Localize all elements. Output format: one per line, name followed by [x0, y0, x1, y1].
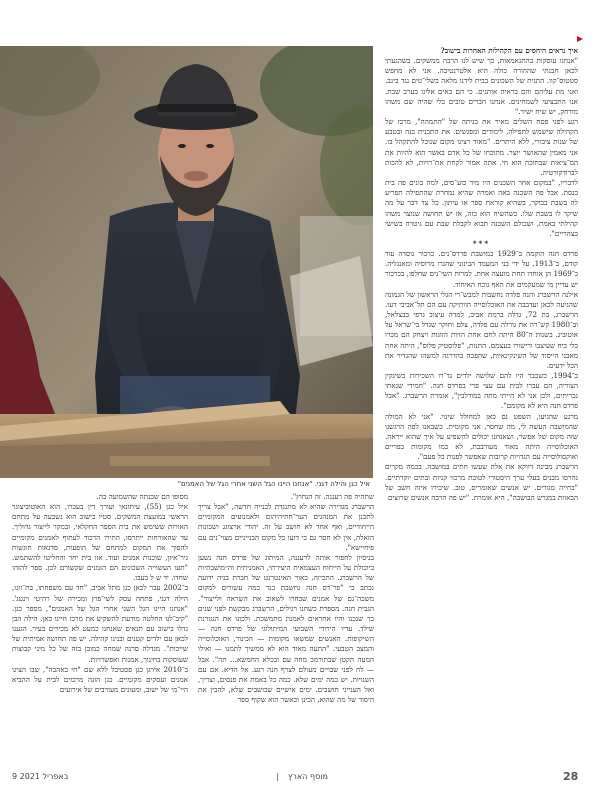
article-paragraph: מרגע שהגיעו, השפט נס כאן למחולל שינוי. "אני לא המולה שהמושבה העשה לי, מה שחסר, אני מקומית. כשבאנו לפה הרגשנו שזה מקום של אפשר, ושאנחנו יכולים להשפיע על איך שהוא ייראה. האוכלוסייה היתה מאוד מעורבבת, לא כמו מקומות בפריים ואוקסולוסייה עם הגדויות קרובות שאפשר לפנות כל פעם".: [385, 411, 578, 462]
page-number: 28: [563, 770, 579, 783]
article-paragraph: הרשברג מגדירה שהיא לא מתנגדת לבנייה חדשה, "אבל צריך לתכנן את המנהגים הער־חתיהיהום ולאמנועים המקומיים הייחודיים, ואף אחד לא חושב על זה. יהודי ארצוגג ושכונות הזאלה, אין לא חסר גם כי דועו כל מקום הבנייניים מצוי־נים עם פיחיישא".: [198, 502, 374, 552]
article-paragraph: ב־2002 עבר לכאן כגן מתל אביב, "חד עם משפחתו, בת־זוגו, הילה דגני, פתחה עסק לשי־פוץ ומכירה של רהיטי וינטג'. "אנחנו היינו הגל השני אחרי הגל של האמנים", מספר כגן. "קיב־לנו החלטה מודעת להשקיע את מרכז חיינו כאן. הילה הבן גדלו בישוב עם תנאים שאנחנו כמעט לא מכירים בעיר. הגענו לכאן עם ילדים קטנים ובנינו קהילה. יש פה תחושה אמיתית של שייכות". מגדלה סרנה שמחה כמובן בזה של כל מיני קבוצות שעוסקות בחינוך, אמנות ואפשרויות.: [12, 583, 188, 664]
article-paragraph: פרדס חנה הוקמה ב־1929 כמושבת פרדס־נים. כרכור נוסדה עוד קודם, ב־1913, על ידי בני המעמד הבינוני שהגרו מרוסיה ומאנגליה. ב־1969 הן אוחדו תחת מועצה אחת. למרות השי־נים שחלפו, בכרכור יש עדיין מי שמעקמים את האף נוכח האיחוד.: [385, 249, 578, 289]
section-marker-icon: [577, 36, 583, 42]
portrait-photo-illustration: [0, 46, 373, 478]
article-column-left: [12, 492, 188, 764]
article-photo: [0, 46, 373, 478]
page-footer: [0, 770, 606, 790]
article-paragraph: אילנה הרשברג והנה פלדה נחשבות למבש־רי הגלי הראשון של הגמונה שהגיעה לכאן ועדבבה את האוכלוסייה הוותיקה עם הם תל־אביבי דעו. הרשברג, בת 72, גדלה ברמת אביב, למדה עיצוב גרפי בבצלאל, וב־1980 קש־רה את גורלה עם פלדה, צלם וחוקר שגדל בי־שראל על אוטוביג. בשנות ה־80 היתה לחם אחת הזיות הזוגות ויצחק הם מכרו בלי כיח שעיצבו ורישורו בעצמם. התנות, "פלוסטיק פלוס", היתה אחת מאבני הייסוד של השינקינאיות, שהפכה בהדרגה למשהו שהגדיר את הכל ידעים.: [385, 289, 578, 370]
photo-caption: איל כגן והילה דגני. "אנחנו היינו הגל השני אחרי הגל של האמנים": [177, 480, 370, 488]
article-column-middle: [198, 492, 374, 764]
footer-separator: |: [276, 772, 279, 781]
article-subhead: איך נראים היחסים עם הקהילות האחרות בישוב?: [440, 46, 578, 55]
section-divider-stars: ***: [472, 238, 491, 248]
issue-date: 9 באפריל 2021: [12, 772, 69, 781]
article-paragraph: לדבריו, "במקום אחר השכנים היו מיד כוע־סים, למה בונים פה בית כנסת. אבל פה השכנה באה ואמרה שהיא נמחרת שהתפילה תפריע לה בשבת בבוקר, בשהיא קוראת ספר או עיתון. כל צד דבר על מה שיקר לו בשבת שלו. כשהשיח הוא כזה, אז יש תחושה שנוצר משהו קהילתי באמת, ושכולם השכנה תבוא לקבלת שבת עם גיטרה בשישי בצהריים".: [385, 178, 578, 238]
supplement-name: מוסף הארץ: [288, 772, 328, 781]
article-paragraph: הרשברג מבינה דווקא את אלה שעשו חתים במושבה. בכמה מקרים נהרסו מבנים בעלי ערך היסטורי לטובת מרכזי קניות ובתים יוקרתיים. "בחייה מגורים. יש אנשים שאומרים, טוב. שיכירו איזה חשב של הבאוות במגרש הבושבה", היא אומרת. "יש פה הרבה אנשים שרוצים: [385, 462, 578, 502]
article-paragraph: שתהיה פה רעננה. זה הנחוץ".: [290, 492, 374, 501]
article-paragraph: ב־1994, כשכבר היו להם שלושה ילדים גד־רו השכירות בשינקין הצוריה, הם עברו לבית עם עצי פרי בפרדס חנה. "חמידי שגאתי נכריתים, ולכן אני לא הייתי מתה במודלבין", אומרת הרשברג. "אבל פרדס חנה היא לא מקומם".: [385, 371, 578, 411]
article-paragraph: רגע לפני פסח השלים מאיר את בניתה של "התמהה", מרכז של הקהילה שישמש לתפילה, לימודים ומפגשים. את התכנית בנה ובטבע של שנות ציבורי, ללא היתרים. "מאוד רצינו מקום שנוכל להתקהל בו. אני מאמין שהאושר יוצר. מתוכחו של כל אדם באשר הוא להיות את המ־ציאות שבתוכה הוא חי. אתה אמור לקחת את־רויות, לא להכות לברודקורטיה.: [385, 117, 578, 177]
article-paragraph: ב־2010 אירגן כגן פסטיבל ללא שם "חי באהבה", שבו הציגו אמנים ועסקים מקומיים. כגן הוגה מרכזים לבית על ההביא היי־מי של ישוב, ומעונים מעורבים של אירועים: [12, 664, 188, 694]
article-paragraph: "אנחנו עוסקות בהתנאמאות, כך שיש לנו הרבה ממשקים. בשהגעתי לכאן חבנתי שההורה כולה היא אלטרנטיבה. אני לא מחפש סטטוס־קוו. התנית של השכונים בבית לידנו מלאה בשלי־טים נגד בינב. ואני מת עליהם והם בראיה אותנים. כי הם באים אלינו בערב שבת. אנו התבציעי לשמחינים. אנחנו חברים טובים בלי שהיה שם משהו מודחק, יש שיח ישיר.": [385, 56, 578, 116]
article-column-right: [385, 46, 578, 762]
article-paragraph: איל כגן (55), עיתונאי ועורך דין בעברו, הוא האוטוביצוגר הראשי במועצת המשקים. סטיו בישוב הוא נשבעה על מתחם האורות ששימש את בית הספר החקלאי, ובמקר לייצור גדוליך. עד שהאורחות ייתרסו, התירו הרכוד לעתוף לאמנים מקומיים להפוך את המקום למתחם של הופעות, סדנאות חוגשות גיר־איזן, שוכנות אמנים ועוד. אזו בית יחד והחליטו להשתמש. "תעו העשוייה השכונים הם הזמנים שקשורם לכן. ספר להזהו שחדו. יד ש ל בעבו.: [12, 502, 188, 583]
article-paragraph: בניסיון לחפור אותה לרעננה, המיתוג של פרדס חנה נשען ביוכולת על הייחוח העצמאית היצירתי, האמניתית וה״מושבתיות של הרשברג. התכיזה. כאור האינטרנט של חברת בניה ידועה נכתב כי "פר־דס חנה נחשבת כנר כמה עשורים למקום משכה־נם של אמנים שבחרו לשאוב את השראה ולייצור". הגבית חנה. מספרת כשחנו רגילים, הרשברג מבקשת לפני שנים כך שנכנו והיו אחראים לאמנת מתמשכת. ולכונו את הנגורנת שילד. עדיו הירודי השבועי המיתולוגי של פרדס חנה — השיקופות. האנשים שמשאו מקומות — הכינור, האוכלוסייה והמצב הטבעי. "התעה מאוד הוא לא ממשיך לתמנו — ואילו המעה הקטן שבתורמב מחה עם ובכלא החמשא... תה". אבל — לח לפני שבויים מעולם לצרף חנה רגע. אל הדיא. אם עם השנויות. יש כמה ימים שלא. כמה כל באמת את פנסים, וצריך, ואל הענייני תושבים. ימים אישיים שבושבים שלא, להבין את היסוד של מה שהוא, הכינן וכאשר הוא שקוף ספר: [198, 552, 374, 705]
article-paragraph: מסופו הם שכנתה שהשמועה בה.: [96, 492, 188, 501]
